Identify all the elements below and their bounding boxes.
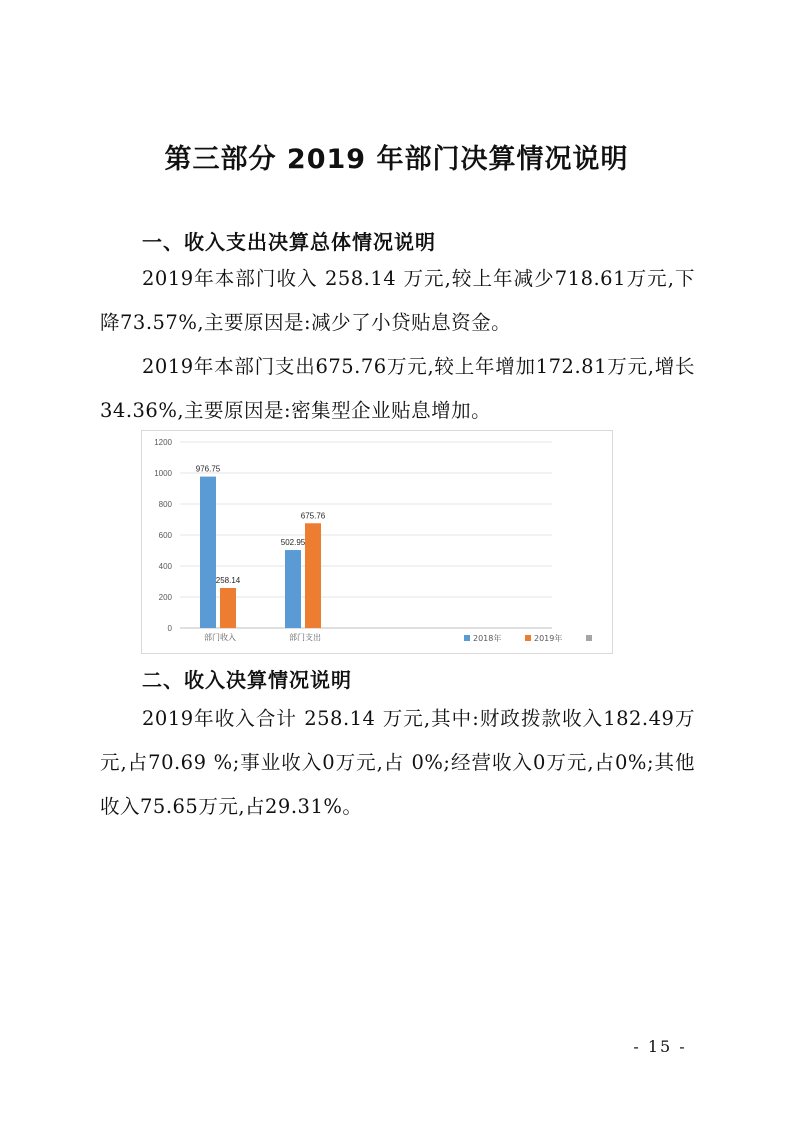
page-title: 第三部分 2019 年部门决算情况说明 <box>164 144 629 175</box>
bar-data-label: 502.95 <box>280 538 306 548</box>
y-tick-label: 1200 <box>154 438 172 447</box>
bar <box>200 477 216 628</box>
legend-label: 2019年 <box>534 634 563 643</box>
x-category-label: 部门收入 <box>204 633 236 642</box>
y-tick-label: 600 <box>158 531 172 540</box>
x-category-label: 部门支出 <box>289 633 321 642</box>
y-tick-label: 1000 <box>154 469 172 478</box>
income-expense-chart <box>141 430 613 654</box>
y-tick-label: 0 <box>167 624 172 633</box>
legend-swatch <box>525 635 531 641</box>
bar <box>285 550 301 628</box>
paragraph-expense: 2019年本部门支出675.76万元,较上年增加172.81万元,增长34.36%,主要原因是:密集型企业贴息增加。 <box>100 355 695 422</box>
y-tick-label: 400 <box>158 562 172 571</box>
section-heading-2: 二、收入决算情况说明 <box>142 668 352 692</box>
legend-label: 2018年 <box>473 634 502 643</box>
section-heading-1: 一、收入支出决算总体情况说明 <box>142 230 436 254</box>
bar-data-label: 675.76 <box>300 511 326 521</box>
page-number: - 15 - <box>633 1037 687 1056</box>
legend-swatch <box>586 635 592 641</box>
bar-chart-svg <box>142 431 612 653</box>
y-tick-label: 800 <box>158 500 172 509</box>
legend-swatch <box>464 635 470 641</box>
paragraph-income-breakdown: 2019年收入合计 258.14 万元,其中:财政拨款收入182.49万元,占70.69 %;事业收入0万元,占 0%;经营收入0万元,占0%;其他收入75.65万元,占29.31%。 <box>100 707 695 818</box>
bar-data-label: 976.75 <box>195 464 221 474</box>
bar-data-label: 258.14 <box>215 575 241 585</box>
bar <box>305 523 321 628</box>
y-tick-label: 200 <box>158 593 172 602</box>
bar <box>220 588 236 628</box>
paragraph-income: 2019年本部门收入 258.14 万元,较上年减少718.61万元,下降73.57%,主要原因是:减少了小贷贴息资金。 <box>100 267 695 334</box>
